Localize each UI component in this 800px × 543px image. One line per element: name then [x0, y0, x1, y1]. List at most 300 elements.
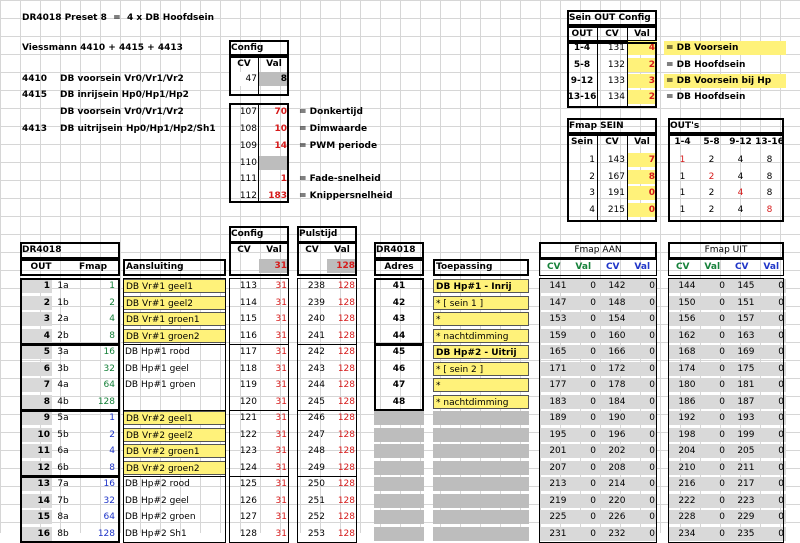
- col-header: 13-16: [755, 137, 784, 147]
- sein-out-cv: 133: [607, 76, 625, 86]
- fmap-uit-value: 151: [727, 296, 757, 310]
- fmap-aan-header: Fmap AAN: [574, 245, 622, 255]
- outs-value: 1: [679, 172, 686, 182]
- config-upper-box: [229, 56, 289, 96]
- config-cv: 124: [239, 463, 257, 473]
- sein-out-val: 4: [627, 41, 657, 55]
- config-cv: 111: [239, 174, 257, 184]
- fmap-aan-value: 0: [628, 477, 658, 491]
- outs-value: 2: [708, 188, 715, 198]
- col-header: CV: [605, 29, 619, 39]
- fmap-uit-value: 193: [727, 411, 757, 425]
- fmap-sein-cv: 167: [607, 172, 625, 182]
- module-code: 4415: [22, 90, 48, 100]
- fmap-aan-value: 0: [628, 362, 658, 376]
- group-box-pulstijd: [297, 410, 357, 477]
- group-box-pulstijd: [297, 344, 357, 411]
- col-header: Val: [634, 137, 650, 147]
- pulstijd-cv: 247: [307, 430, 325, 440]
- fmap-aan-value: 232: [598, 527, 628, 541]
- fmap-uit-subheader: Val: [763, 262, 780, 272]
- fmap-uit-value: 0: [698, 494, 728, 508]
- pulstijd-val: 128: [337, 364, 355, 374]
- config-cv: 128: [239, 529, 257, 539]
- fmap-value: 8: [109, 331, 115, 341]
- out-sub: 2a: [57, 314, 69, 324]
- group-box: [20, 278, 120, 345]
- fmap-uit-value: 181: [727, 378, 757, 392]
- fmap-aan-value: 0: [628, 329, 658, 343]
- outs-value: 2: [708, 172, 715, 182]
- out-number: 7: [20, 378, 52, 392]
- pulstijd-val: 128: [337, 512, 355, 522]
- toepassing-label: [433, 461, 529, 475]
- fmap-uit-value: 186: [668, 395, 698, 409]
- fmap-aan-value: 0: [569, 329, 599, 343]
- config-val: 1: [280, 174, 287, 184]
- fmap-aan-value: 0: [569, 279, 599, 293]
- adres-value: [374, 527, 424, 541]
- pulstijd-cv: 242: [307, 347, 325, 357]
- config-cv: 119: [239, 380, 257, 390]
- fmap-uit-value: 0: [757, 362, 787, 376]
- col-header-val: Val: [334, 245, 350, 255]
- rule-line: [627, 26, 628, 108]
- aansluiting-label: DB Vr#1 geel2: [123, 296, 226, 310]
- fmap-aan-value: 219: [539, 494, 569, 508]
- fmap-uit-value: 0: [757, 428, 787, 442]
- fmap-value: 1: [109, 281, 115, 291]
- config-cv: 112: [239, 191, 257, 201]
- config-cv: 123: [239, 446, 257, 456]
- config-cv: 118: [239, 364, 257, 374]
- outs-body-box: [668, 134, 784, 222]
- config-cv: 108: [239, 124, 257, 134]
- fmap-aan-value: 0: [628, 345, 658, 359]
- sheet-title: DR4018 Preset 8 = 4 x DB Hoofdsein: [22, 13, 215, 23]
- col-header: OUT: [571, 29, 593, 39]
- fmap-sein-num: 2: [589, 172, 595, 182]
- toepassing-label: [433, 444, 529, 458]
- fmap-aan-value: 0: [569, 477, 599, 491]
- config-cv: 117: [239, 347, 257, 357]
- config-cv: 120: [239, 397, 257, 407]
- fmap-aan-value: 177: [539, 378, 569, 392]
- fmap-aan-value: 190: [598, 411, 628, 425]
- fmap-aan-value: 207: [539, 461, 569, 475]
- aansluiting-label: DB Vr#2 geel1: [123, 411, 226, 425]
- outs-value: 4: [737, 155, 744, 165]
- fmap-aan-value: 184: [598, 395, 628, 409]
- out-sub: 3a: [57, 347, 69, 357]
- fmap-aan-value: 0: [628, 378, 658, 392]
- sein-out-cv: 132: [607, 60, 625, 70]
- out-number: 10: [20, 428, 52, 442]
- fmap-aan-value: 171: [539, 362, 569, 376]
- fmap-aan-value: 147: [539, 296, 569, 310]
- config-default-val: 31: [259, 259, 289, 273]
- fmap-uit-value: 0: [757, 395, 787, 409]
- toepassing-label: [433, 510, 529, 524]
- fmap-aan-value: 154: [598, 312, 628, 326]
- col-header: Val: [634, 29, 650, 39]
- config-val: 31: [275, 281, 287, 291]
- fmap-aan-body-box: [539, 278, 657, 543]
- col-header-val: Val: [266, 245, 282, 255]
- sein-out-val: 2: [627, 90, 657, 104]
- rule-line: [597, 26, 598, 108]
- fmap-aan-value: 0: [628, 312, 658, 326]
- fmap-aan-value: 148: [598, 296, 628, 310]
- sein-out-range: 1-4: [573, 43, 591, 53]
- config-val: 70: [274, 107, 287, 117]
- fmap-sein-val: 0: [627, 203, 657, 217]
- toepassing-label: DB Hp#2 - Uitrij: [433, 345, 529, 359]
- fmap-value: 64: [103, 512, 115, 522]
- pulstijd-val: 128: [337, 380, 355, 390]
- out-sub: 4b: [57, 397, 69, 407]
- fmap-uit-value: 175: [727, 362, 757, 376]
- group-box: [20, 410, 120, 477]
- sein-out-val: 3: [627, 74, 657, 88]
- sein-out-header: Sein OUT Config: [569, 13, 651, 23]
- fmap-uit-value: 0: [698, 411, 728, 425]
- fmap-aan-value: 214: [598, 477, 628, 491]
- fmap-sein-header: Fmap SEIN: [569, 121, 624, 131]
- out-number: 4: [20, 329, 52, 343]
- out-number: 8: [20, 395, 52, 409]
- fmap-uit-value: 216: [668, 477, 698, 491]
- toepassing-label: [433, 494, 529, 508]
- config-val: 31: [275, 364, 287, 374]
- fmap-aan-subhead-box: [539, 259, 657, 276]
- fmap-uit-subheader: CV: [734, 262, 749, 272]
- module-code: 4413: [22, 124, 48, 134]
- config-note: = Dimwaarde: [299, 124, 368, 134]
- aansluiting-label: DB Vr#1 geel1: [123, 279, 226, 293]
- fmap-uit-value: 0: [698, 477, 728, 491]
- config-val: 31: [275, 314, 287, 324]
- pulstijd-val: 128: [337, 430, 355, 440]
- pulstijd-cv: 245: [307, 397, 325, 407]
- pulstijd-cv: 250: [307, 479, 325, 489]
- outs-value: 1: [679, 155, 686, 165]
- fmap-value: 4: [109, 446, 115, 456]
- out-number: 14: [20, 494, 52, 508]
- fmap-aan-value: 0: [628, 461, 658, 475]
- toepassing-label: * [ sein 1 ]: [433, 296, 529, 310]
- group-box-config: [229, 344, 289, 411]
- fmap-uit-value: 0: [698, 378, 728, 392]
- outs-header: OUT's: [670, 121, 700, 131]
- fmap-uit-value: 0: [757, 378, 787, 392]
- fmap-aan-value: 0: [628, 494, 658, 508]
- col-header-cv: CV: [237, 59, 251, 69]
- out-number: 16: [20, 527, 52, 541]
- pulstijd-val: 128: [337, 347, 355, 357]
- fmap-aan-value: 0: [569, 428, 599, 442]
- config-note: = Fade-snelheid: [299, 174, 381, 184]
- fmap-aan-value: 159: [539, 329, 569, 343]
- fmap-value: 8: [109, 463, 115, 473]
- fmap-value: 1: [109, 413, 115, 423]
- aansluiting-label: DB Vr#1 groen1: [123, 312, 226, 326]
- pulstijd-header: Pulstijd: [299, 229, 338, 239]
- fmap-value: 128: [97, 397, 115, 407]
- fmap-aan-value: 202: [598, 444, 628, 458]
- adres-value: [374, 411, 424, 425]
- out-sub: 1b: [57, 298, 69, 308]
- adres-value: 42: [392, 298, 406, 308]
- group-box-aansluiting: [123, 410, 226, 477]
- fmap-uit-value: 0: [757, 345, 787, 359]
- fmap-aan-value: 0: [569, 494, 599, 508]
- fmap-uit-value: 0: [698, 296, 728, 310]
- fmap-uit-value: 205: [727, 444, 757, 458]
- config-val: 10: [274, 124, 287, 134]
- out-sub: 6a: [57, 446, 69, 456]
- fmap-sein-cv: 191: [607, 188, 625, 198]
- sein-out-range: 9-12: [570, 76, 594, 86]
- fmap-aan-value: 0: [569, 296, 599, 310]
- fmap-value: 64: [103, 380, 115, 390]
- module-desc: DB uitrijsein Hp0/Hp1/Hp2/Sh1: [60, 124, 216, 134]
- pulstijd-val: 128: [337, 446, 355, 456]
- pulstijd-val: 128: [337, 496, 355, 506]
- fmap-aan-value: 166: [598, 345, 628, 359]
- fmap-uit-value: 163: [727, 329, 757, 343]
- outs-value: 8: [766, 205, 773, 215]
- out-number: 13: [20, 477, 52, 491]
- fmap-aan-value: 0: [628, 510, 658, 524]
- pulstijd-val: 128: [337, 298, 355, 308]
- col-header-val: Val: [266, 59, 282, 69]
- col-header-adres: Adres: [384, 262, 414, 272]
- fmap-aan-value: 0: [628, 296, 658, 310]
- config-note: = Donkertijd: [299, 107, 363, 117]
- fmap-uit-value: 0: [757, 312, 787, 326]
- outs-value: 4: [737, 188, 744, 198]
- group-box-pulstijd: [297, 278, 357, 345]
- fmap-uit-subhead-box: [668, 259, 784, 276]
- outs-value: 8: [766, 155, 773, 165]
- fmap-sein-val: 8: [627, 170, 657, 184]
- fmap-uit-value: 234: [668, 527, 698, 541]
- config-cv: 125: [239, 479, 257, 489]
- config-note: = PWM periode: [299, 141, 378, 151]
- fmap-uit-value: 0: [698, 510, 728, 524]
- fmap-uit-value: 150: [668, 296, 698, 310]
- out-sub: 6b: [57, 463, 69, 473]
- rule-line: [258, 56, 259, 96]
- pulstijd-val: 128: [337, 314, 355, 324]
- fmap-aan-value: 225: [539, 510, 569, 524]
- aansluiting-label: DB Hp#1 rood: [125, 347, 190, 357]
- fmap-uit-value: 157: [727, 312, 757, 326]
- fmap-uit-value: 0: [757, 296, 787, 310]
- fmap-aan-value: 0: [569, 411, 599, 425]
- fmap-uit-value: 180: [668, 378, 698, 392]
- group-box: [20, 344, 120, 411]
- rule-line: [627, 134, 628, 222]
- fmap-uit-value: 145: [727, 279, 757, 293]
- module-desc: DB voorsein Vr0/Vr1/Vr2: [60, 107, 184, 117]
- pulstijd-val: 128: [337, 529, 355, 539]
- pulstijd-cv: 241: [307, 331, 325, 341]
- outs-value: 8: [766, 172, 773, 182]
- out-number: 2: [20, 296, 52, 310]
- fmap-uit-value: 0: [757, 279, 787, 293]
- fmap-uit-value: 0: [757, 329, 787, 343]
- config-val: 31: [275, 463, 287, 473]
- fmap-uit-value: 168: [668, 345, 698, 359]
- group-box-config: [229, 278, 289, 345]
- fmap-uit-value: 0: [757, 411, 787, 425]
- sein-out-note: = DB Hoofdsein: [666, 92, 746, 102]
- fmap-uit-value: 198: [668, 428, 698, 442]
- aansluiting-label: DB Vr#2 geel2: [123, 428, 226, 442]
- config-val: 31: [275, 479, 287, 489]
- fmap-aan-value: 0: [628, 411, 658, 425]
- fmap-uit-value: 0: [757, 444, 787, 458]
- fmap-uit-value: 199: [727, 428, 757, 442]
- fmap-value: 4: [109, 314, 115, 324]
- fmap-aan-value: 195: [539, 428, 569, 442]
- config-colhead-box: [229, 242, 289, 276]
- config-header: Config: [231, 229, 264, 239]
- fmap-value: 32: [103, 364, 115, 374]
- fmap-value: 128: [97, 529, 115, 539]
- aansluiting-label: DB Vr#2 groen2: [123, 461, 226, 475]
- config-lower-box: [229, 103, 289, 203]
- fmap-uit-value: 0: [757, 527, 787, 541]
- adres-value: [374, 461, 424, 475]
- out-sub: 5b: [57, 430, 69, 440]
- pulstijd-val: 128: [337, 413, 355, 423]
- out-number: 12: [20, 461, 52, 475]
- fmap-aan-value: 0: [569, 378, 599, 392]
- fmap-aan-value: 0: [628, 279, 658, 293]
- fmap-sein-val: 0: [627, 186, 657, 200]
- out-number: 1: [20, 279, 52, 293]
- fmap-sein-body-box: [567, 134, 657, 222]
- fmap-uit-header: Fmap UIT: [704, 245, 748, 255]
- toepassing-label: * nachtdimming: [433, 395, 529, 409]
- sein-out-range: 5-8: [573, 60, 591, 70]
- aansluiting-label: DB Hp#2 groen: [125, 512, 196, 522]
- config-val: 31: [275, 347, 287, 357]
- fmap-uit-value: 0: [698, 329, 728, 343]
- toepassing-label: [433, 477, 529, 491]
- config-cv: 109: [239, 141, 257, 151]
- adres-value: [374, 494, 424, 508]
- sein-out-cv: 131: [607, 43, 625, 53]
- pulstijd-cv: 243: [307, 364, 325, 374]
- config-val: 183: [268, 191, 287, 201]
- aansluiting-label: DB Hp#2 geel: [125, 496, 189, 506]
- module-code: 4410: [22, 74, 48, 84]
- config-val: 31: [275, 430, 287, 440]
- fmap-aan-value: 0: [628, 527, 658, 541]
- config-note: = Knippersnelheid: [299, 191, 393, 201]
- aansluiting-label: DB Hp#2 rood: [125, 479, 190, 489]
- config-val: 31: [275, 298, 287, 308]
- pulstijd-cv: 238: [307, 281, 325, 291]
- fmap-aan-subheader: CV: [605, 262, 620, 272]
- out-sub: 8a: [57, 512, 69, 522]
- fmap-uit-value: 156: [668, 312, 698, 326]
- config-val: 31: [275, 380, 287, 390]
- fmap-aan-value: 172: [598, 362, 628, 376]
- fmap-uit-subheader: CV: [675, 262, 690, 272]
- col-header-fmap: Fmap: [79, 262, 108, 272]
- config-cv: 107: [239, 107, 257, 117]
- fmap-aan-value: 0: [569, 312, 599, 326]
- fmap-aan-value: 226: [598, 510, 628, 524]
- config-cv: 114: [239, 298, 257, 308]
- fmap-uit-value: 211: [727, 461, 757, 475]
- fmap-uit-value: 162: [668, 329, 698, 343]
- sein-out-val: 2: [627, 58, 657, 72]
- pulstijd-val: 128: [337, 463, 355, 473]
- pulstijd-cv: 239: [307, 298, 325, 308]
- pulstijd-cv: 251: [307, 496, 325, 506]
- group-box-config: [229, 410, 289, 477]
- out-number: 6: [20, 362, 52, 376]
- dr-header-right: DR4018: [376, 245, 416, 255]
- toepassing-label: * nachtdimming: [433, 329, 529, 343]
- fmap-uit-value: 229: [727, 510, 757, 524]
- fmap-sein-cv: 215: [607, 205, 625, 215]
- col-header: 1-4: [674, 137, 691, 147]
- fmap-uit-value: 0: [757, 461, 787, 475]
- sein-out-colhead-box: [567, 26, 657, 42]
- adres-value: 45: [392, 347, 406, 357]
- col-header-cv: CV: [305, 245, 319, 255]
- fmap-uit-value: 0: [757, 494, 787, 508]
- out-number: 5: [20, 345, 52, 359]
- outs-value: 8: [766, 188, 773, 198]
- sein-out-cv: 134: [607, 92, 625, 102]
- sein-out-range: 13-16: [567, 92, 597, 102]
- adres-value: [374, 510, 424, 524]
- fmap-uit-value: 0: [698, 345, 728, 359]
- toepassing-label: *: [433, 312, 529, 326]
- fmap-aan-value: 183: [539, 395, 569, 409]
- fmap-uit-value: 0: [698, 428, 728, 442]
- config-val: 31: [275, 512, 287, 522]
- fmap-uit-value: 0: [698, 461, 728, 475]
- col-header-toepassing: Toepassing: [436, 262, 493, 272]
- fmap-uit-value: 0: [698, 444, 728, 458]
- fmap-aan-subheader: Val: [575, 262, 592, 272]
- fmap-value: 16: [103, 347, 115, 357]
- out-sub: 7a: [57, 479, 69, 489]
- fmap-aan-value: 213: [539, 477, 569, 491]
- fmap-uit-value: 192: [668, 411, 698, 425]
- pulstijd-cv: 253: [307, 529, 325, 539]
- adres-value: [374, 444, 424, 458]
- config-val: 31: [275, 446, 287, 456]
- fmap-aan-value: 231: [539, 527, 569, 541]
- outs-value: 1: [679, 205, 686, 215]
- out-number: 11: [20, 444, 52, 458]
- fmap-aan-value: 0: [628, 395, 658, 409]
- group-box-aansluiting: [123, 278, 226, 345]
- pulstijd-cv: 240: [307, 314, 325, 324]
- subtitle: Viessmann 4410 + 4415 + 4413: [22, 43, 183, 53]
- fmap-uit-value: 0: [757, 477, 787, 491]
